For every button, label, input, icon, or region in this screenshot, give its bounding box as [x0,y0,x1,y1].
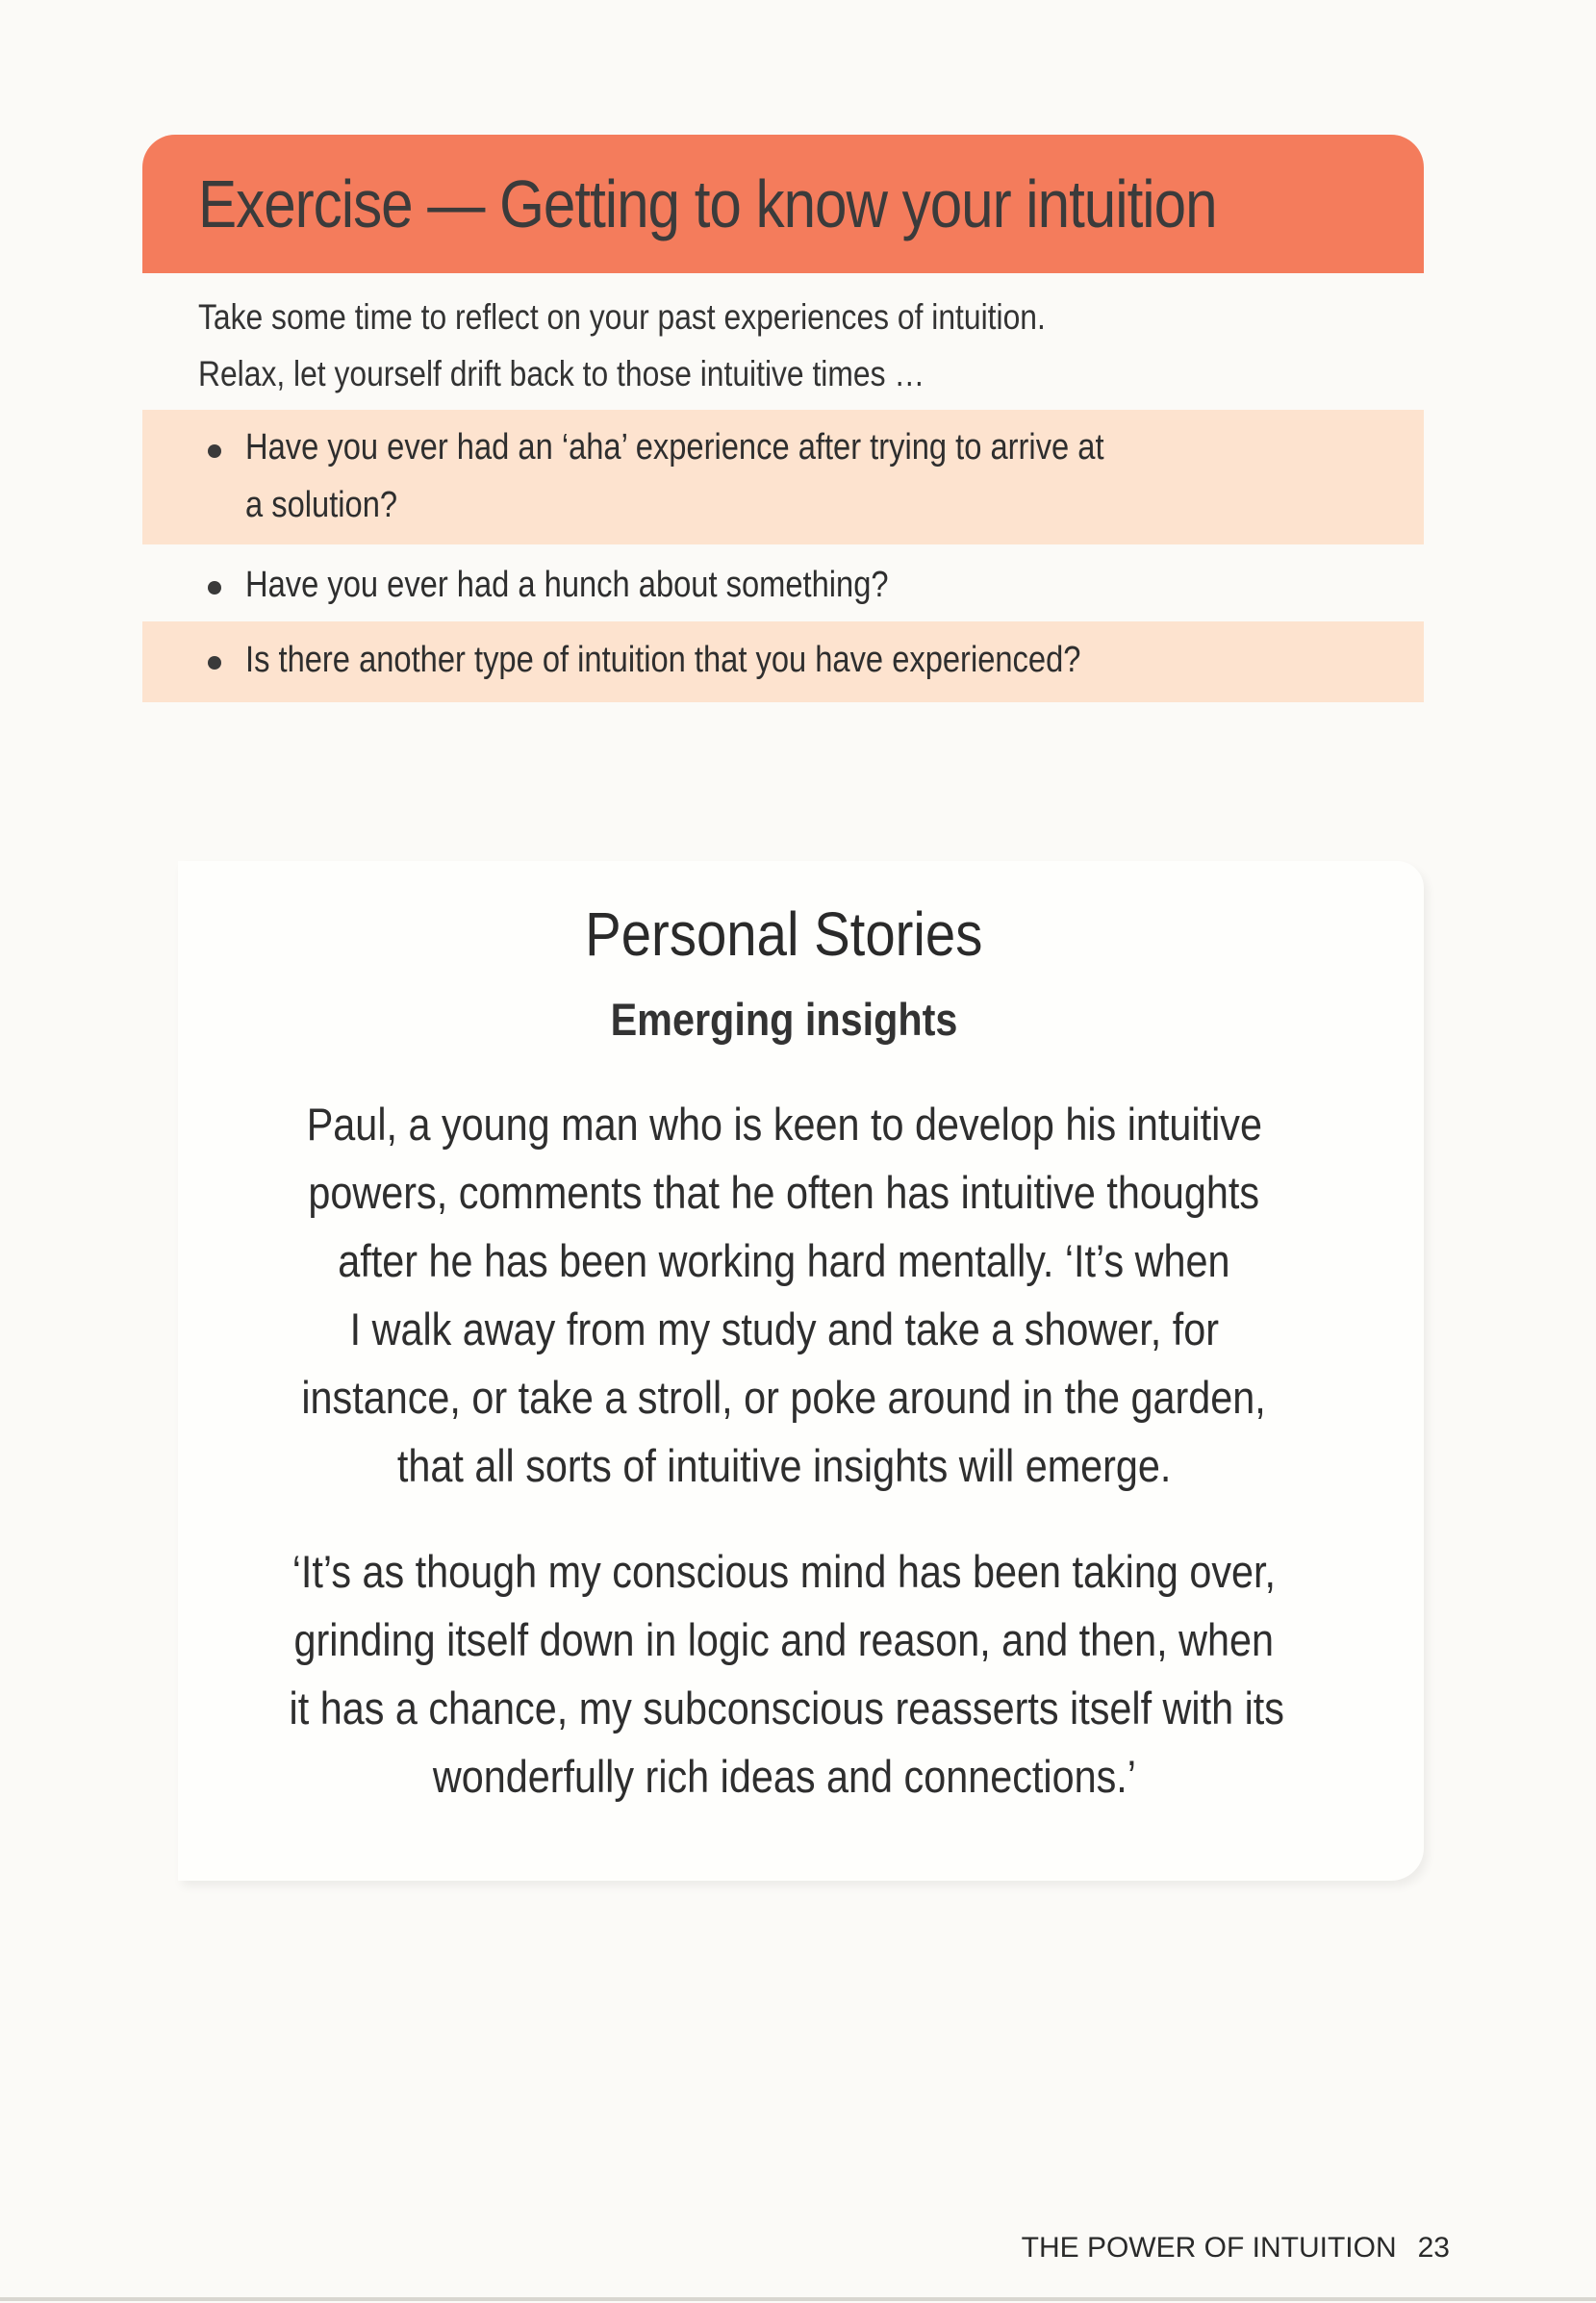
intro-line: Take some time to reflect on your past experiences of intuition. [198,297,1046,337]
book-title: THE POWER OF INTUITION [1021,2232,1397,2264]
exercise-header [142,135,1424,273]
question-text [245,418,1222,534]
story-line: ‘It’s as though my conscious mind has been taking over, [291,1546,1277,1597]
intro-line: Relax, let yourself drift back to those intuitive times … [198,354,925,393]
story-line: instance, or take a stroll, or poke around in the garden, [301,1372,1267,1423]
stories-subtitle: Emerging insights [610,994,958,1045]
stories-title: Personal Stories [585,899,983,969]
story-line: wonderfully rich ideas and connections.’ [432,1751,1136,1802]
exercise-intro [198,289,1191,402]
story-line: grinding itself down in logic and reason, and then, when [293,1614,1275,1665]
bullet-icon [208,444,221,458]
story-line: Paul, a young man who is keen to develop his intuitive [306,1099,1262,1150]
question-text [245,631,1222,689]
page-number: 23 [1417,2232,1450,2264]
page-edge-divider [0,2297,1596,2301]
story-line: powers, comments that he often has intuitive thoughts [308,1167,1260,1218]
question-line: Have you ever had a hunch about something? [245,565,889,605]
story-line: I walk away from my study and take a shower, for [349,1303,1219,1354]
question-item [142,410,1424,544]
question-line: a solution? [245,485,398,525]
question-line: Is there another type of intuition that you have experienced? [245,640,1081,680]
question-text [245,556,1222,614]
question-item [142,552,1424,620]
story-line: that all sorts of intuitive insights will emerge. [396,1440,1172,1491]
bullet-icon [208,581,221,595]
exercise-title: Exercise — Getting to know your intuition [198,166,1217,241]
story-line: it has a chance, my subconscious reasserts itself with its [289,1683,1284,1734]
story-line: after he has been working hard mentally. ‘It’s when [338,1235,1230,1286]
question-line: Have you ever had an ‘aha’ experience after trying to arrive at [245,427,1104,468]
story-paragraph [221,1090,1347,1500]
question-item [142,621,1424,702]
story-paragraph [221,1537,1347,1810]
page-footer [1022,2232,1450,2265]
bullet-icon [208,656,221,670]
